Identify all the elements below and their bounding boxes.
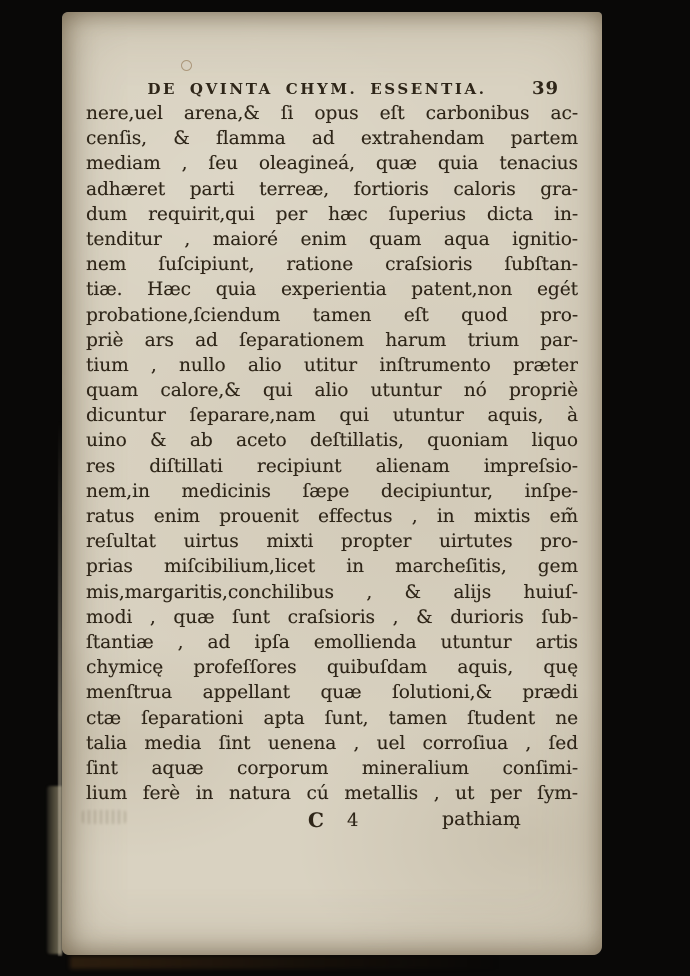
body-text-line: ratus enim prouenit effectus , in mixtis em̃ [86,506,578,527]
body-text-line: tiæ. Hæc quia experientia patent,non egét [86,279,578,301]
body-text-line: reſultat uirtus mixti propter uirtutes pro- [86,531,578,553]
signature-letter: C [308,808,324,833]
signature-line [86,808,578,836]
body-text-line: prias miſcibilium,licet in marcheſitis, gem [86,556,578,578]
body-text-line: priè ars ad ſeparationem harum trium par- [86,329,578,351]
body-text-line: dum requirit,qui per hæc ſuperius dicta in- [86,203,578,225]
bleedthrough-smudge [82,810,126,824]
body-text-line: ſtantiæ , ad ipſa emollienda utuntur artis [86,631,578,653]
body-text-line: tium , nullo alio utitur inſtrumento præter [86,354,578,376]
body-text-line: res diſtillati recipiunt alienam impreſsio- [86,455,578,477]
body-text-line: probatione,ſciendum tamen eſt quod pro- [86,304,578,326]
body-text-line: quam calore,& qui alio utuntur nó propriè [86,380,578,402]
running-title: DE QVINTA CHYM. ESSENTIA. [147,80,487,98]
body-text-line: tenditur , maioré enim quam aqua ignitio- [86,228,578,250]
body-text-line: nem,in medicinis ſæpe decipiuntur, inſpe- [86,480,578,502]
body-text [86,101,578,836]
body-text-line: chymicę profeſſores quibuſdam aquis, quę [86,657,578,679]
body-text-line: ſint aquæ corporum mineralium conſimi- [86,757,578,779]
body-text-line: mediam , ſeu oleagineá, quæ quia tenacius [86,153,578,175]
page-header [86,78,578,100]
body-text-line: modi , quæ ſunt craſsioris , & durioris ſub- [86,606,578,628]
scanner-bed-smear [70,956,500,969]
catchword: pathiam̨ [442,808,521,831]
page-number: 39 [532,78,560,99]
body-text-line: adhæret parti terreæ, fortioris caloris gra- [86,178,578,200]
signature-number: 4 [347,810,359,832]
body-text-line: mis,margaritis,conchilibus , & alijs huiuſ- [86,581,578,603]
body-text-line: talia media ſint uenena , uel corroſiua , ſed [86,732,578,754]
body-text-line: menſtrua appellant quæ ſolutioni,& prædi [86,682,578,704]
body-text-line: nere,uel arena,& ſi opus eſt carbonibus ac- [86,103,578,124]
body-text-line: ctæ ſeparationi apta ſunt, tamen ſtudent ne [86,707,578,729]
body-text-line: dicuntur ſeparare,nam qui utuntur aquis, à [86,405,578,427]
body-text-line: uino & ab aceto deſtillatis, quoniam liquo [86,430,578,452]
body-text-line: cenſis, & flamma ad extrahendam partem [86,128,578,150]
body-text-line: nem ſuſcipiunt, ratione craſsioris ſubſtan- [86,254,578,276]
book-page [62,12,602,955]
ink-ring-mark [181,60,192,71]
body-text-line: lium ferè in natura cú metallis , ut per ſym- [86,783,578,805]
